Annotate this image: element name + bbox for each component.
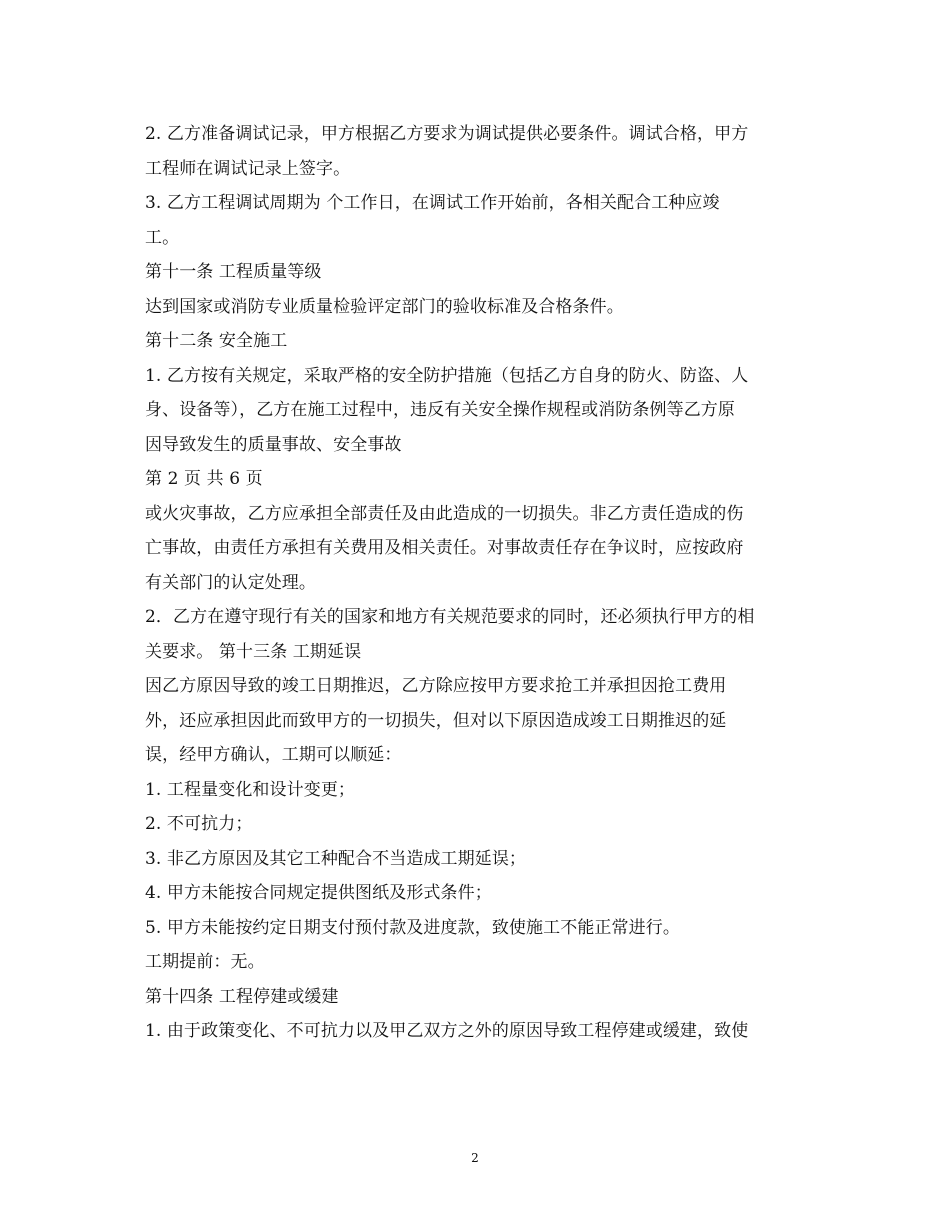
text-line: 或火灾事故，乙方应承担全部责任及由此造成的一切损失。非乙方责任造成的伤 bbox=[145, 503, 744, 524]
list-item: 3. 非乙方原因及其它工种配合不当造成工期延误； bbox=[145, 848, 527, 869]
text-line: 2. 乙方准备调试记录，甲方根据乙方要求为调试提供必要条件。调试合格，甲方 bbox=[145, 124, 749, 144]
inline-page-counter: 第 2 页 共 6 页 bbox=[145, 469, 263, 489]
text-line: 1. 乙方按有关规定，采取严格的安全防护措施（包括乙方自身的防火、防盗、人 bbox=[145, 365, 749, 386]
list-item: 4. 甲方未能按合同规定提供图纸及形式条件； bbox=[145, 883, 492, 903]
text-line: 达到国家或消防专业质量检验评定部门的验收标准及合格条件。 bbox=[145, 296, 624, 317]
text-line: 身、设备等），乙方在施工过程中，违反有关安全操作规程或消防条例等乙方原 bbox=[145, 400, 735, 420]
text-line: 工。 bbox=[145, 227, 180, 248]
text-line: 1. 由于政策变化、不可抗力以及甲乙双方之外的原因导致工程停建或缓建，致使 bbox=[145, 1021, 749, 1041]
section-heading: 第十二条 安全施工 bbox=[145, 331, 288, 351]
page-number: 2 bbox=[471, 1151, 479, 1165]
section-heading: 第十四条 工程停建或缓建 bbox=[145, 986, 339, 1007]
text-line: 工期提前：无。 bbox=[145, 952, 265, 972]
list-item: 2. 不可抗力； bbox=[145, 814, 253, 834]
document-body bbox=[145, 117, 815, 1049]
text-line: 因乙方原因导致的竣工日期推迟，乙方除应按甲方要求抢工并承担因抢工费用 bbox=[145, 676, 727, 696]
text-line: 关要求。 第十三条 工期延误 bbox=[145, 641, 362, 662]
text-line: 外，还应承担因此而致甲方的一切损失，但对以下原因造成竣工日期推迟的延 bbox=[145, 710, 727, 731]
list-item: 5. 甲方未能按约定日期支付预付款及进度款，致使施工不能正常进行。 bbox=[145, 917, 680, 938]
text-line: 误，经甲方确认，工期可以顺延： bbox=[145, 745, 402, 765]
text-line: 亡事故，由责任方承担有关费用及相关责任。对事故责任存在争议时，应按政府 bbox=[145, 538, 744, 558]
list-item: 1. 工程量变化和设计变更； bbox=[145, 779, 356, 800]
section-heading: 第十一条 工程质量等级 bbox=[145, 262, 322, 282]
text-line: 2．乙方在遵守现行有关的国家和地方有关规范要求的同时，还必须执行甲方的相 bbox=[145, 607, 755, 627]
text-line: 因导致发生的质量事故、安全事故 bbox=[145, 434, 402, 455]
text-line: 工程师在调试记录上签字。 bbox=[145, 158, 351, 179]
text-line: 有关部门的认定处理。 bbox=[145, 572, 316, 593]
text-line: 3. 乙方工程调试周期为 个工作日，在调试工作开始前，各相关配合工种应竣 bbox=[145, 193, 720, 213]
